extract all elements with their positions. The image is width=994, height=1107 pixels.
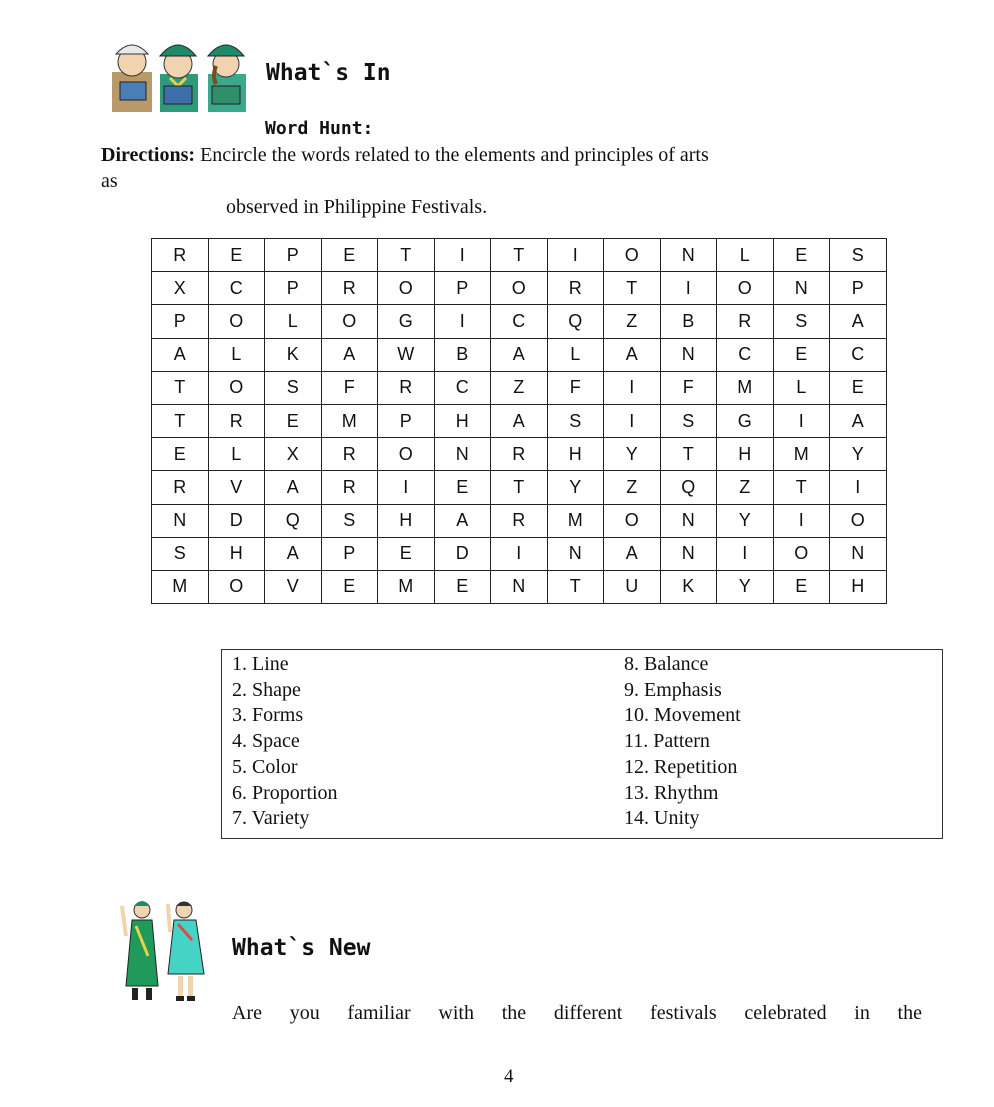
grid-cell[interactable]: W: [378, 338, 435, 371]
word-list-item: 14. Unity: [624, 807, 700, 830]
grid-cell[interactable]: G: [378, 305, 435, 338]
grid-cell[interactable]: A: [152, 338, 209, 371]
grid-cell[interactable]: H: [208, 537, 265, 570]
grid-cell[interactable]: K: [660, 570, 717, 603]
grid-cell[interactable]: T: [547, 570, 604, 603]
grid-cell[interactable]: I: [660, 272, 717, 305]
word-list-left-column: [232, 652, 338, 832]
grid-cell[interactable]: A: [434, 504, 491, 537]
grid-cell[interactable]: V: [208, 471, 265, 504]
grid-row: [152, 471, 887, 504]
grid-cell[interactable]: X: [265, 438, 322, 471]
grid-cell[interactable]: T: [773, 471, 830, 504]
grid-cell[interactable]: N: [660, 537, 717, 570]
grid-cell[interactable]: R: [491, 438, 548, 471]
children-reading-illustration: [108, 28, 258, 112]
grid-cell[interactable]: I: [491, 537, 548, 570]
grid-cell[interactable]: C: [830, 338, 887, 371]
grid-cell[interactable]: P: [265, 272, 322, 305]
grid-cell[interactable]: I: [604, 371, 661, 404]
grid-cell[interactable]: R: [321, 471, 378, 504]
grid-cell[interactable]: S: [265, 371, 322, 404]
grid-cell[interactable]: I: [604, 404, 661, 437]
grid-cell[interactable]: M: [378, 570, 435, 603]
grid-cell[interactable]: S: [547, 404, 604, 437]
grid-cell[interactable]: R: [208, 404, 265, 437]
word-list-item: 2. Shape: [232, 678, 301, 701]
page-number: 4: [504, 1066, 514, 1087]
grid-cell[interactable]: S: [152, 537, 209, 570]
grid-cell[interactable]: N: [434, 438, 491, 471]
grid-cell[interactable]: N: [773, 272, 830, 305]
grid-cell[interactable]: F: [660, 371, 717, 404]
grid-cell[interactable]: N: [660, 338, 717, 371]
grid-cell[interactable]: L: [717, 239, 774, 272]
grid-cell[interactable]: R: [152, 239, 209, 272]
grid-cell[interactable]: A: [604, 338, 661, 371]
grid-cell[interactable]: Y: [717, 570, 774, 603]
grid-cell[interactable]: A: [321, 338, 378, 371]
word-hunt-heading: Word Hunt:: [265, 118, 374, 139]
grid-cell[interactable]: H: [434, 404, 491, 437]
grid-row: [152, 305, 887, 338]
whats-new-text: Are you familiar with the different festivals celebrated in the: [232, 1002, 922, 1024]
grid-cell[interactable]: E: [321, 570, 378, 603]
grid-cell[interactable]: R: [547, 272, 604, 305]
grid-cell[interactable]: E: [773, 570, 830, 603]
word-list-item: 3. Forms: [232, 704, 304, 727]
grid-cell[interactable]: I: [547, 239, 604, 272]
grid-cell[interactable]: N: [660, 504, 717, 537]
word-list-item: 11. Pattern: [624, 730, 710, 753]
directions-line-3: observed in Philippine Festivals.: [226, 196, 488, 218]
grid-cell[interactable]: C: [491, 305, 548, 338]
grid-cell[interactable]: Z: [717, 471, 774, 504]
grid-cell[interactable]: E: [208, 239, 265, 272]
grid-cell[interactable]: O: [604, 504, 661, 537]
grid-cell[interactable]: Q: [547, 305, 604, 338]
grid-cell[interactable]: Y: [830, 438, 887, 471]
grid-cell[interactable]: R: [321, 272, 378, 305]
grid-cell[interactable]: P: [152, 305, 209, 338]
grid-cell[interactable]: O: [321, 305, 378, 338]
grid-cell[interactable]: I: [378, 471, 435, 504]
grid-cell[interactable]: R: [321, 438, 378, 471]
grid-cell[interactable]: Q: [265, 504, 322, 537]
grid-cell[interactable]: E: [152, 438, 209, 471]
grid-cell[interactable]: F: [321, 371, 378, 404]
grid-cell[interactable]: X: [152, 272, 209, 305]
grid-cell[interactable]: A: [830, 404, 887, 437]
grid-cell[interactable]: C: [434, 371, 491, 404]
grid-cell[interactable]: S: [773, 305, 830, 338]
grid-cell[interactable]: Z: [604, 305, 661, 338]
grid-cell[interactable]: B: [434, 338, 491, 371]
grid-row: [152, 570, 887, 603]
grid-cell[interactable]: O: [378, 272, 435, 305]
grid-row: [152, 371, 887, 404]
grid-cell[interactable]: K: [265, 338, 322, 371]
grid-cell[interactable]: I: [830, 471, 887, 504]
grid-cell[interactable]: R: [378, 371, 435, 404]
grid-cell[interactable]: T: [604, 272, 661, 305]
word-list-item: 12. Repetition: [624, 755, 738, 778]
grid-cell[interactable]: T: [378, 239, 435, 272]
grid-cell[interactable]: S: [321, 504, 378, 537]
grid-cell[interactable]: R: [152, 471, 209, 504]
grid-cell[interactable]: E: [773, 338, 830, 371]
word-list-item: 8. Balance: [624, 653, 709, 675]
grid-cell[interactable]: P: [321, 537, 378, 570]
word-list-box: [221, 649, 943, 839]
festival-dancers-illustration: [112, 896, 210, 1004]
grid-row: [152, 239, 887, 272]
grid-cell[interactable]: Z: [491, 371, 548, 404]
grid-cell[interactable]: A: [604, 537, 661, 570]
word-list-item: 9. Emphasis: [624, 678, 722, 701]
grid-cell[interactable]: E: [434, 570, 491, 603]
grid-cell[interactable]: I: [717, 537, 774, 570]
grid-cell[interactable]: E: [773, 239, 830, 272]
grid-cell[interactable]: N: [491, 570, 548, 603]
grid-cell[interactable]: F: [547, 371, 604, 404]
grid-row: [152, 537, 887, 570]
word-list-item: 6. Proportion: [232, 781, 338, 804]
grid-cell[interactable]: M: [152, 570, 209, 603]
grid-cell[interactable]: Y: [604, 438, 661, 471]
grid-cell[interactable]: N: [830, 537, 887, 570]
word-list-item: 5. Color: [232, 755, 298, 778]
directions-text: [101, 142, 931, 220]
word-list-item: 4. Space: [232, 730, 300, 753]
grid-cell[interactable]: D: [434, 537, 491, 570]
word-list-item: 7. Variety: [232, 807, 310, 830]
grid-cell[interactable]: A: [265, 537, 322, 570]
grid-cell[interactable]: I: [773, 504, 830, 537]
grid-row: [152, 504, 887, 537]
grid-cell[interactable]: M: [321, 404, 378, 437]
grid-cell[interactable]: E: [434, 471, 491, 504]
grid-cell[interactable]: A: [830, 305, 887, 338]
grid-cell[interactable]: S: [830, 239, 887, 272]
directions-line-1: [101, 142, 931, 168]
grid-row: [152, 438, 887, 471]
grid-cell[interactable]: N: [547, 537, 604, 570]
grid-cell[interactable]: G: [717, 404, 774, 437]
grid-cell[interactable]: O: [830, 504, 887, 537]
grid-cell[interactable]: Q: [660, 471, 717, 504]
grid-cell[interactable]: M: [717, 371, 774, 404]
grid-cell[interactable]: E: [830, 371, 887, 404]
grid-cell[interactable]: A: [491, 338, 548, 371]
grid-cell[interactable]: L: [208, 338, 265, 371]
grid-cell[interactable]: O: [773, 537, 830, 570]
grid-cell[interactable]: O: [491, 272, 548, 305]
grid-row: [152, 272, 887, 305]
grid-cell[interactable]: V: [265, 570, 322, 603]
grid-cell[interactable]: C: [717, 338, 774, 371]
grid-row: [152, 404, 887, 437]
grid-cell[interactable]: T: [491, 239, 548, 272]
grid-cell[interactable]: L: [547, 338, 604, 371]
grid-cell[interactable]: H: [547, 438, 604, 471]
grid-cell[interactable]: L: [773, 371, 830, 404]
grid-cell[interactable]: O: [717, 272, 774, 305]
grid-cell[interactable]: Y: [547, 471, 604, 504]
grid-cell[interactable]: O: [208, 570, 265, 603]
grid-cell[interactable]: O: [604, 239, 661, 272]
grid-cell[interactable]: T: [152, 371, 209, 404]
grid-cell[interactable]: Y: [717, 504, 774, 537]
grid-cell[interactable]: O: [208, 305, 265, 338]
grid-cell[interactable]: E: [378, 537, 435, 570]
grid-cell[interactable]: A: [265, 471, 322, 504]
directions-body: Encircle the words related to the elements and principles of arts: [195, 144, 709, 166]
whats-new-title: What`s New: [232, 935, 371, 961]
grid-cell[interactable]: N: [152, 504, 209, 537]
grid-cell[interactable]: I: [773, 404, 830, 437]
grid-cell[interactable]: H: [378, 504, 435, 537]
grid-cell[interactable]: C: [208, 272, 265, 305]
grid-cell[interactable]: T: [152, 404, 209, 437]
grid-cell[interactable]: L: [208, 438, 265, 471]
grid-cell[interactable]: O: [378, 438, 435, 471]
whats-in-title: What`s In: [266, 60, 391, 86]
grid-cell[interactable]: T: [660, 438, 717, 471]
grid-cell[interactable]: R: [491, 504, 548, 537]
grid-cell[interactable]: R: [717, 305, 774, 338]
grid-cell[interactable]: M: [547, 504, 604, 537]
grid-cell[interactable]: U: [604, 570, 661, 603]
grid-cell[interactable]: E: [321, 239, 378, 272]
grid-cell[interactable]: D: [208, 504, 265, 537]
grid-cell[interactable]: M: [773, 438, 830, 471]
word-list-item: 10. Movement: [624, 704, 741, 727]
grid-cell[interactable]: P: [378, 404, 435, 437]
grid-cell[interactable]: O: [208, 371, 265, 404]
grid-cell[interactable]: E: [265, 404, 322, 437]
grid-cell[interactable]: T: [491, 471, 548, 504]
grid-cell[interactable]: Z: [604, 471, 661, 504]
word-list-item: 1. Line: [232, 653, 289, 675]
grid-cell[interactable]: A: [491, 404, 548, 437]
grid-cell[interactable]: P: [830, 272, 887, 305]
word-hunt-grid: [151, 238, 887, 604]
directions-line-2: as: [101, 170, 118, 192]
grid-cell[interactable]: B: [660, 305, 717, 338]
grid-cell[interactable]: I: [434, 239, 491, 272]
word-list-right-column: [624, 652, 741, 832]
grid-cell[interactable]: L: [265, 305, 322, 338]
grid-cell[interactable]: S: [660, 404, 717, 437]
grid-row: [152, 338, 887, 371]
grid-cell[interactable]: H: [717, 438, 774, 471]
word-list-item: 13. Rhythm: [624, 781, 719, 804]
grid-cell[interactable]: P: [265, 239, 322, 272]
directions-label: Directions:: [101, 144, 196, 166]
grid-cell[interactable]: H: [830, 570, 887, 603]
grid-cell[interactable]: I: [434, 305, 491, 338]
grid-cell[interactable]: P: [434, 272, 491, 305]
grid-cell[interactable]: N: [660, 239, 717, 272]
